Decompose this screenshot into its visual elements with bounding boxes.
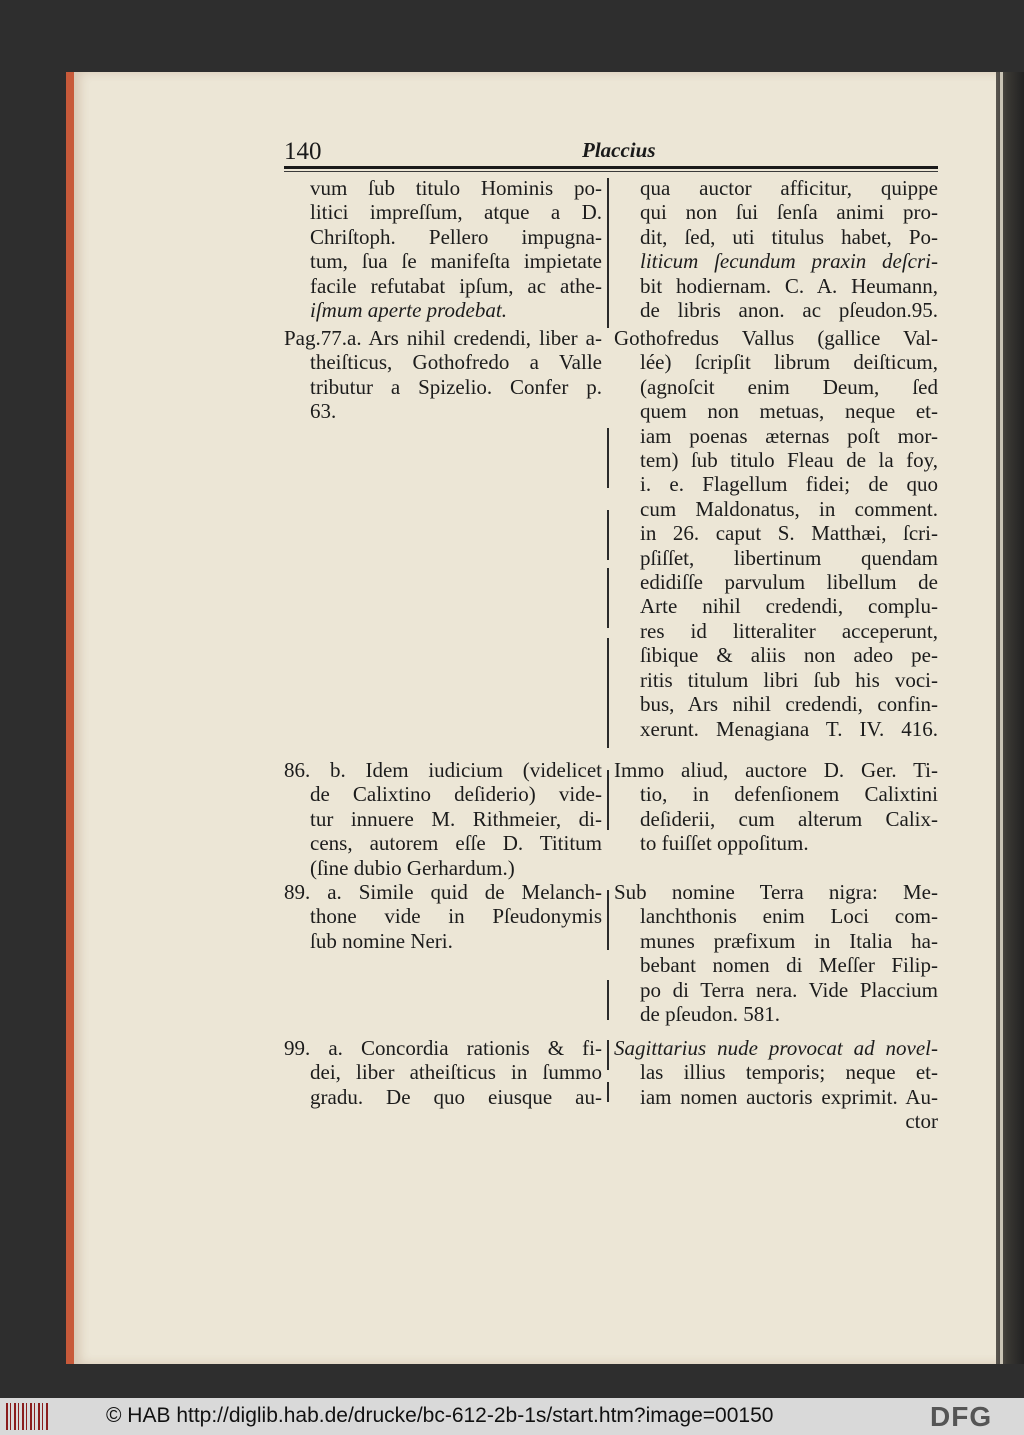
column-rule [607,178,609,328]
text-line: tributur a Spizelio. Confer p. [310,374,602,399]
text-line: (ſine dubio Gerhardum.) [310,855,515,880]
footer-bar [0,1398,1024,1435]
left-paragraph-3 [284,758,602,880]
column-rule [607,428,609,488]
text-line: lanchthonis enim Loci com- [640,904,938,929]
text-line: 86. b. Idem iudicium (videlicet [284,758,602,782]
text-line: xerunt. Menagiana T. IV. 416. [640,716,938,741]
text-line: theiſticus, Gothofredo a Valle [310,350,602,375]
text-line: res id litteraliter acceperunt, [640,618,938,643]
text-line: Sub nomine Terra nigra: Me- [614,880,938,904]
text-line: tio, in defenſionem Calixtini [640,782,938,807]
text-line: de Calixtino deſiderio) vide- [310,782,602,807]
page-number: 140 [284,138,322,165]
catchword: ctor [905,1109,938,1134]
text-line: Arte nihil credendi, complu- [640,594,938,619]
text-line: munes præfixum in Italia ha- [640,928,938,953]
text-line: ritis titulum libri ſub his voci- [640,667,938,692]
text-line: facile refutabat ipſum, ac athe- [310,273,602,298]
column-rule [607,1082,609,1102]
text-line: liticum ſecundum praxin deſcri- [640,249,938,274]
right-paragraph-1 [614,176,938,322]
text-line: tum, ſua ſe manifeſta impietate [310,249,602,274]
column-rule [607,510,609,560]
left-paragraph-4 [284,880,602,953]
text-line: vum ſub titulo Hominis po- [310,176,602,200]
text-line: qui non ſui ſenſa animi pro- [640,200,938,225]
page-edge [996,72,1024,1364]
text-line: po di Terra nera. Vide Placcium [640,977,938,1002]
text-line: ſibique & aliis non adeo pe- [640,643,938,668]
text-line: 99. a. Concordia rationis & fi- [284,1036,602,1060]
text-line: iſmum aperte prodebat. [310,298,507,323]
text-line: bebant nomen di Meſſer Filip- [640,953,938,978]
text-line: de pſeudon. 581. [640,1002,780,1027]
text-line: pſiſſet, libertinum quendam [640,545,938,570]
text-line: 63. [310,399,337,424]
text-line: bit hodiernam. C. A. Heumann, [640,273,938,298]
text-line: las illius temporis; neque et- [640,1060,938,1085]
source-link[interactable]: © HAB http://diglib.hab.de/drucke/bc-612-2b-1s/start.htm?image=00150 [106,1404,774,1427]
text-line: Sagittarius nude provocat ad novel- [614,1036,938,1060]
text-line: tem) ſub titulo Fleau de la foy, [640,448,938,473]
text-line: i. e. Flagellum fidei; de quo [640,472,938,497]
text-line: to fuiſſet oppoſitum. [640,831,809,856]
text-line: cens, autorem eſſe D. Tititum [310,831,602,856]
column-rule [607,770,609,830]
text-line: bus, Ars nihil credendi, confin- [640,692,938,717]
text-line: iam poenas æternas poſt mor- [640,423,938,448]
text-line: ſub nomine Neri. [310,928,453,953]
text-line: qua auctor afficitur, quippe [640,176,938,200]
text-line: de libris anon. ac pſeudon.95. [640,298,938,323]
text-line: lée) ſcripſit librum deiſticum, [640,350,938,375]
right-paragraph-3 [614,758,938,856]
header-rule [284,166,938,169]
text-line: Chriſtoph. Pellero impugna- [310,224,602,249]
left-paragraph-1 [284,176,602,322]
text-line: iam nomen auctoris exprimit. Au- [640,1084,938,1109]
text-line: cum Maldonatus, in comment. [640,496,938,521]
text-line: Pag.77.a. Ars nihil credendi, liber a- [284,326,602,350]
text-line: in 26. caput S. Matthæi, ſcri- [640,521,938,546]
text-line: edidiſſe parvulum libellum de [640,570,938,595]
right-paragraph-5 [614,1036,938,1134]
text-line: deſiderii, cum alterum Calix- [640,806,938,831]
dfg-logo: DFG [930,1401,993,1432]
text-line: thone vide in Pſeudonymis [310,904,602,929]
column-rule [607,890,609,950]
right-paragraph-4 [614,880,938,1026]
running-title: Placcius [582,138,656,162]
text-line: tur innuere M. Rithmeier, di- [310,806,602,831]
text-line: gradu. De quo eiusque au- [310,1084,602,1109]
text-line: litici impreſſum, atque a D. [310,200,602,225]
column-rule [607,1040,609,1070]
column-rule [607,980,609,1020]
text-line: Immo aliud, auctore D. Ger. Ti- [614,758,938,782]
text-line: Gothofredus Vallus (gallice Val- [614,326,938,350]
text-line: dit, ſed, uti titulus habet, Po- [640,224,938,249]
column-rule [607,568,609,628]
text-line: (agnoſcit enim Deum, ſed [640,374,938,399]
text-line: 89. a. Simile quid de Melanch- [284,880,602,904]
header-rule-thin [284,171,938,172]
column-rule [607,638,609,748]
text-line: quem non metuas, neque et- [640,399,938,424]
barcode-icon [6,1403,50,1430]
left-paragraph-5 [284,1036,602,1109]
left-paragraph-2 [284,326,602,424]
text-line: dei, liber atheiſticus in ſummo [310,1060,602,1085]
right-paragraph-2 [614,326,938,741]
